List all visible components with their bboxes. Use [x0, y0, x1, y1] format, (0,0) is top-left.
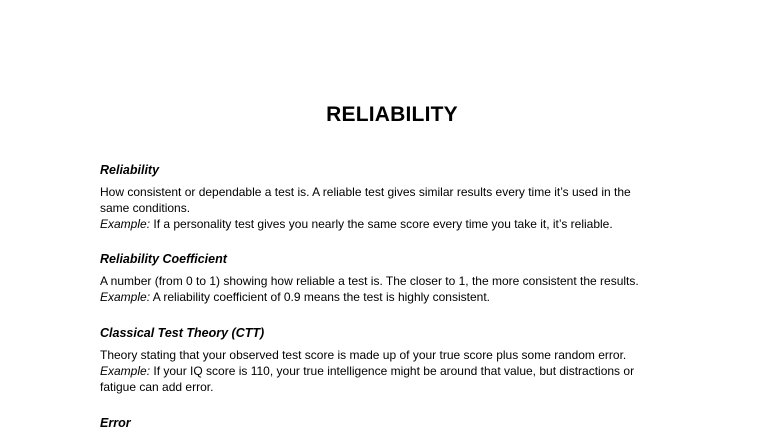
entry-term: Error	[100, 416, 131, 430]
entry-example	[100, 363, 700, 379]
glossary-entry	[100, 415, 700, 437]
example-text: A reliability coefficient of 0.9 means the test is highly consistent.	[150, 290, 490, 304]
page-title: RELIABILITY	[326, 103, 458, 126]
entry-definition-line: Theory stating that your observed test score is made up of your true score plus some random error.	[100, 348, 627, 362]
entry-example	[100, 289, 700, 305]
example-label: Example:	[100, 364, 151, 378]
entry-definition-line: How consistent or dependable a test is. A reliable test gives similar results every time it’s used in the	[100, 185, 631, 199]
glossary-entry	[100, 251, 700, 305]
example-label: Example:	[100, 217, 151, 231]
entry-example	[100, 216, 700, 232]
entry-term: Classical Test Theory (CTT)	[100, 326, 265, 340]
entry-term: Reliability Coefficient	[100, 252, 227, 266]
example-text: If your IQ score is 110, your true intelligence might be around that value, but distractions or	[150, 364, 635, 378]
entry-definition-line: A number (from 0 to 1) showing how reliable a test is. The closer to 1, the more consistent the results.	[100, 274, 639, 288]
entry-term: Reliability	[100, 163, 160, 177]
glossary-entry	[100, 162, 700, 232]
example-label: Example:	[100, 290, 151, 304]
example-text: If a personality test gives you nearly the same score every time you take it, it’s reliable.	[150, 217, 613, 231]
entry-example-continuation: fatigue can add error.	[100, 380, 214, 394]
entry-definition-line: same conditions.	[100, 201, 191, 215]
glossary-entry	[100, 325, 700, 395]
